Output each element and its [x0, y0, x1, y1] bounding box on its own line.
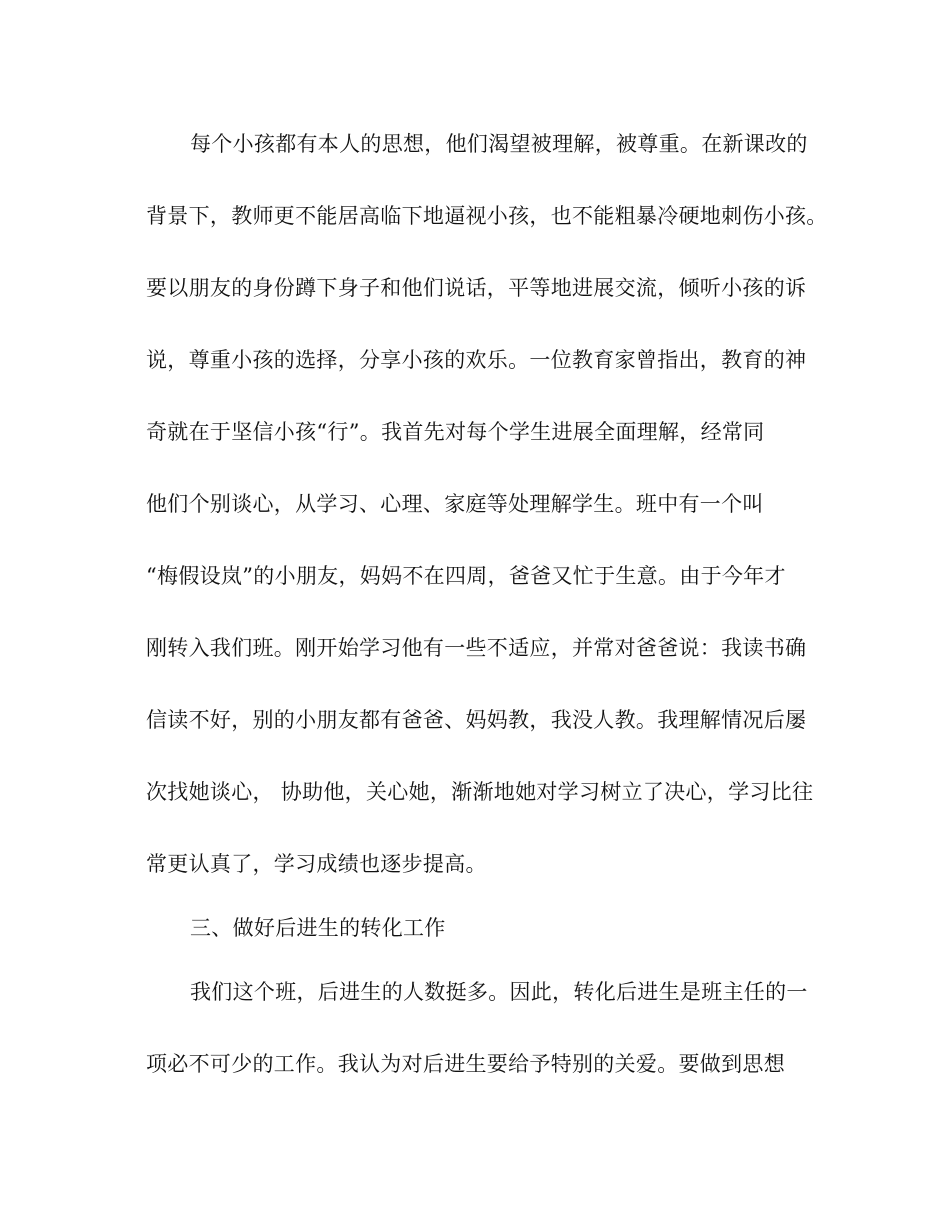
text-line-7: “梅假设岚”的小朋友，妈妈不在四周，爸爸又忙于生意。由于今年才	[146, 564, 786, 588]
text-line-11: 常更认真了，学习成绩也逐步提高。	[146, 852, 487, 876]
text-line-10: 次找她谈心， 协助他，关心她，渐渐地她对学习树立了决心，学习比往	[146, 780, 814, 804]
text-line-9: 信读不好，别的小朋友都有爸爸、妈妈教，我没人教。我理解情况后屡	[146, 708, 807, 732]
text-line-2: 背景下，教师更不能居高临下地逼视小孩，也不能粗暴冷硬地刺伤小孩。	[146, 204, 828, 228]
text-line-8: 刚转入我们班。刚开始学习他有一些不适应，并常对爸爸说：我读书确	[146, 636, 807, 660]
text-line-12: 我们这个班，后进生的人数挺多。因此，转化后进生是班主任的一	[190, 980, 808, 1004]
section-heading: 三、做好后进生的转化工作	[190, 916, 446, 940]
text-line-4: 说，尊重小孩的选择，分享小孩的欢乐。一位教育家曾指出，教育的神	[146, 348, 807, 372]
text-line-1: 每个小孩都有本人的思想，他们渴望被理解，被尊重。在新课改的	[190, 132, 808, 156]
text-line-13: 项必不可少的工作。我认为对后进生要给予特别的关爱。要做到思想	[146, 1052, 785, 1076]
text-line-3: 要以朋友的身份蹲下身子和他们说话，平等地进展交流，倾听小孩的诉	[146, 276, 807, 300]
text-line-5: 奇就在于坚信小孩“行”。我首先对每个学生进展全面理解，经常同	[146, 420, 765, 444]
text-line-6: 他们个别谈心，从学习、心理、家庭等处理解学生。班中有一个叫	[146, 492, 764, 516]
